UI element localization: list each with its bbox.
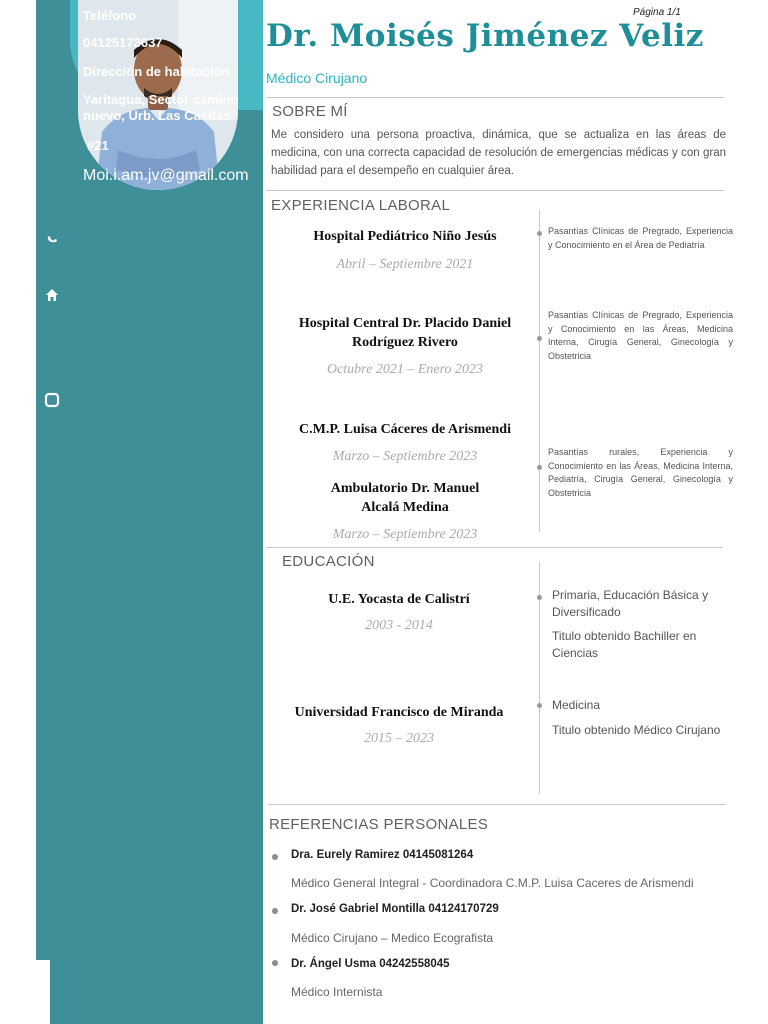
- education-org: Universidad Francisco de Miranda: [294, 705, 504, 720]
- education-date: 2015 – 2023: [364, 731, 434, 746]
- experience-desc: Pasantías rurales, Experiencia y Conocimiento en las Áreas, Medicina Interna, Pediatría, Cirugía General, Ginecología y Obstetricia: [548, 447, 733, 498]
- education-org: U.E. Yocasta de Calistrí: [328, 592, 470, 607]
- home-icon: [44, 287, 60, 303]
- reference-name: Dr. Ángel Usma 04242558045: [291, 958, 450, 970]
- page-number: Página 1/1: [633, 7, 681, 18]
- divider: [266, 547, 722, 548]
- square-icon: [44, 392, 60, 408]
- reference-name: Dra. Eurely Ramirez 04145081264: [291, 849, 474, 861]
- education-degree: Titulo obtenido Médico Cirujano: [552, 723, 721, 737]
- reference-name: Dr. José Gabriel Montilla 04124170729: [291, 903, 499, 915]
- experience-date: Marzo – Septiembre 2023: [332, 527, 478, 542]
- divider: [266, 97, 724, 98]
- education-level: Medicina: [552, 698, 601, 712]
- phone-label: Teléfono: [83, 8, 137, 23]
- job-title: Médico Cirujano: [266, 70, 368, 86]
- timeline-dot: [537, 465, 542, 470]
- divider: [266, 190, 724, 191]
- reference-role: Médico Internista: [291, 985, 383, 999]
- phone-number: 04125173637: [83, 35, 163, 50]
- experience-heading: EXPERIENCIA LABORAL: [271, 197, 451, 214]
- experience-date: Abril – Septiembre 2021: [336, 257, 474, 272]
- list-bullet: [272, 854, 278, 860]
- address-label: Dirección de habitación: [83, 64, 230, 79]
- experience-org: Hospital Pediátrico Niño Jesús: [313, 229, 497, 244]
- experience-org: Hospital Central Dr. Placido Daniel Rodríguez Rivero: [298, 316, 512, 350]
- page-title: Dr. Moisés Jiménez Veliz: [266, 18, 704, 54]
- experience-desc: Pasantías Clínicas de Pregrado, Experiencia y Conocimiento en las Áreas, Medicina Interna, Cirugía General, Ginecología y Obstetricia: [548, 310, 733, 361]
- education-date: 2003 - 2014: [365, 618, 433, 633]
- experience-date: Octubre 2021 – Enero 2023: [326, 362, 484, 377]
- about-text: Me considero una persona proactiva, dinámica, que se actualiza en las áreas de medicina, con una correcta capacidad de resolución de emergencias médicas y con gran habilidad para el desempeño en cualquier área.: [271, 129, 726, 177]
- education-heading: EDUCACIÓN: [282, 553, 375, 570]
- reference-role: Médico Cirujano – Medico Ecografista: [291, 931, 494, 945]
- about-heading: SOBRE MÍ: [272, 103, 348, 120]
- email-address: Moi.i.am.jv@gmail.com: [83, 167, 249, 184]
- timeline-dot: [537, 595, 542, 600]
- list-bullet: [272, 960, 278, 966]
- education-level: Primaria, Educación Básica y Diversificado: [552, 588, 709, 619]
- address-number: #21: [87, 138, 109, 153]
- experience-org: Ambulatorio Dr. Manuel Alcalá Medina: [330, 481, 480, 515]
- experience-date: Marzo – Septiembre 2023: [332, 449, 478, 464]
- divider: [268, 804, 726, 805]
- timeline-dot: [537, 703, 542, 708]
- experience-desc: Pasantías Clínicas de Pregrado, Experiencia y Conocimiento en el Área de Pediatría: [548, 226, 733, 250]
- list-bullet: [272, 908, 278, 914]
- timeline-dot: [537, 231, 542, 236]
- experience-timeline: [539, 210, 540, 532]
- experience-org: C.M.P. Luisa Cáceres de Arismendi: [299, 422, 511, 437]
- phone-icon: [44, 230, 60, 246]
- references-heading: REFERENCIAS PERSONALES: [269, 816, 489, 833]
- address-text: Yaritagua, Sector camino nuevo, Urb. Las Casitas: [83, 92, 239, 123]
- education-degree: Titulo obtenido Bachiller en Ciencias: [552, 629, 697, 660]
- timeline-dot: [537, 336, 542, 341]
- reference-role: Médico General Integral - Coordinadora C.M.P. Luisa Caceres de Arismendi: [291, 876, 694, 890]
- sidebar-footer: [50, 960, 263, 1024]
